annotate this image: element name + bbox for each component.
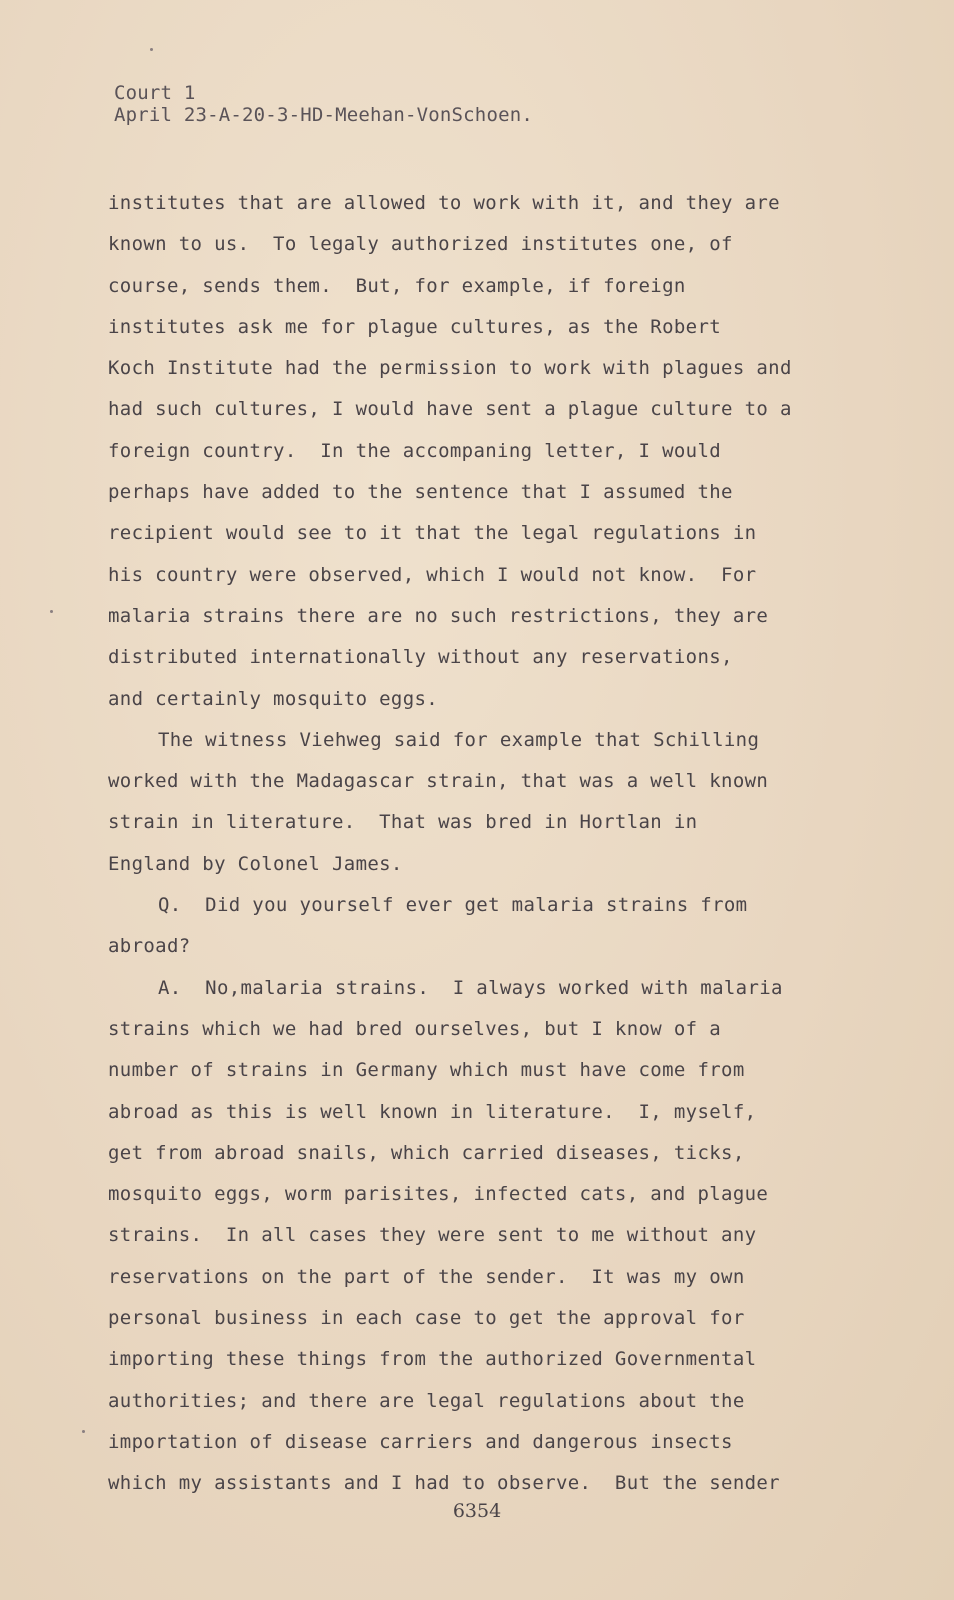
transcript-body — [108, 183, 828, 1505]
answer-line: strains. In all cases they were sent to me without any — [108, 1224, 757, 1247]
text-line: and certainly mosquito eggs. — [108, 687, 439, 710]
text-line: strain in literature. That was bred in Hortlan in — [108, 811, 698, 834]
answer-line: importing these things from the authorized Governmental — [108, 1348, 757, 1371]
answer-line: reservations on the part of the sender. It was my own — [108, 1265, 745, 1288]
text-line: distributed internationally without any reservations, — [108, 646, 733, 669]
answer-line: mosquito eggs, worm parisites, infected cats, and plague — [108, 1183, 769, 1206]
answer-line: get from abroad snails, which carried diseases, ticks, — [108, 1141, 745, 1164]
text-line: worked with the Madagascar strain, that was a well known — [108, 770, 769, 793]
answer-line: A. No,malaria strains. I always worked with malaria — [158, 976, 783, 999]
paper-speck — [150, 48, 153, 51]
page-number: 6354 — [452, 1500, 502, 1522]
answer-line: authorities; and there are legal regulations about the — [108, 1389, 745, 1412]
text-line: institutes that are allowed to work with it, and they are — [108, 192, 780, 214]
document-header — [114, 82, 533, 126]
question-line: abroad? — [108, 935, 191, 958]
paper-speck — [50, 610, 53, 613]
text-line: malaria strains there are no such restrictions, they are — [108, 604, 769, 627]
answer-line: strains which we had bred ourselves, but I know of a — [108, 1017, 722, 1040]
text-line: England by Colonel James. — [108, 852, 403, 875]
text-line: Koch Institute had the permission to work with plagues and — [108, 357, 792, 380]
text-line: perhaps have added to the sentence that I assumed the — [108, 481, 733, 504]
paper-speck — [82, 1430, 85, 1433]
answer-line: which my assistants and I had to observe. But the sender — [108, 1472, 780, 1495]
answer-line: personal business in each case to get the approval for — [108, 1307, 745, 1330]
text-line: known to us. To legaly authorized institutes one, of — [108, 233, 733, 256]
question-line: Q. Did you yourself ever get malaria strains from — [158, 894, 748, 917]
answer-line: number of strains in Germany which must have come from — [108, 1059, 745, 1082]
text-line: foreign country. In the accompaning letter, I would — [108, 439, 722, 462]
session-reference: April 23-A-20-3-HD-Meehan-VonSchoen. — [114, 104, 534, 126]
answer-line: importation of disease carriers and dangerous insects — [108, 1430, 733, 1453]
text-line: The witness Viehweg said for example that Schilling — [158, 728, 760, 751]
text-line: institutes ask me for plague cultures, as the Robert — [108, 315, 722, 338]
text-line: recipient would see to it that the legal regulations in — [108, 522, 757, 545]
text-line: course, sends them. But, for example, if foreign — [108, 274, 686, 297]
court-label: Court 1 — [114, 82, 196, 104]
text-line: had such cultures, I would have sent a plague culture to a — [108, 398, 792, 421]
text-line: his country were observed, which I would not know. For — [108, 563, 757, 586]
answer-line: abroad as this is well known in literature. I, myself, — [108, 1100, 757, 1123]
